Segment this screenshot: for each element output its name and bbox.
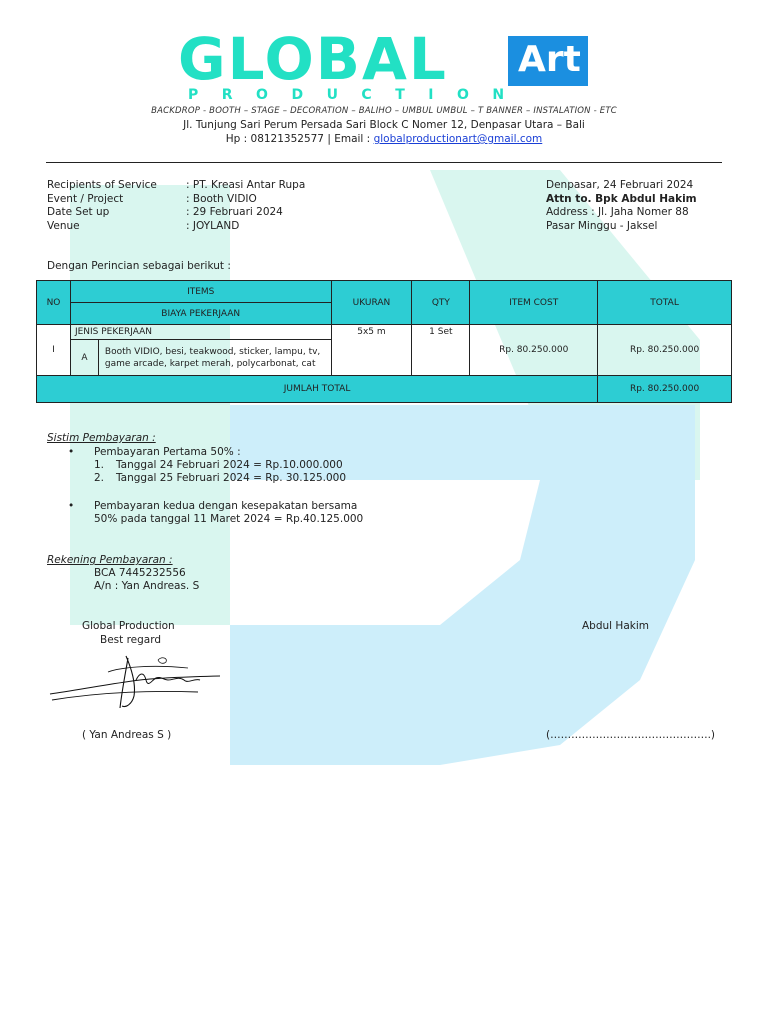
account-holder: A/n : Yan Andreas. S xyxy=(94,580,200,592)
logo-subtitle: PRODUCTION xyxy=(188,87,528,103)
jenis-pekerjaan: JENIS PEKERJAAN xyxy=(70,325,331,340)
attention-line: Attn to. Bpk Abdul Hakim xyxy=(546,192,697,205)
bullet-dot: • xyxy=(68,500,75,512)
header-qty: QTY xyxy=(412,281,470,325)
recipient-address-2: Pasar Minggu - Jaksel xyxy=(546,219,658,232)
info-value-event: : Booth VIDIO xyxy=(186,192,257,205)
info-label-event: Event / Project xyxy=(47,192,124,205)
info-value-date: : 29 Februari 2024 xyxy=(186,206,283,218)
info-value-recipient: : PT. Kreasi Antar Rupa xyxy=(186,179,306,191)
intro-text: Dengan Perincian sebagai berikut : xyxy=(47,260,231,272)
payment-item-num: 2. xyxy=(94,472,105,484)
header-no: NO xyxy=(37,281,71,325)
contact-email-link[interactable]: globalproductionart@gmail.com xyxy=(373,133,543,145)
document-date: Denpasar, 24 Februari 2024 xyxy=(546,179,694,191)
payment-first: Pembayaran Pertama 50% : xyxy=(94,446,241,458)
cell-item-cost: Rp. 80.250.000 xyxy=(470,325,598,376)
cell-qty: 1 Set xyxy=(412,325,470,376)
header-items: ITEMS xyxy=(70,281,331,303)
payment-item-text: Tanggal 25 Februari 2024 = Rp. 30.125.000 xyxy=(116,472,347,484)
sub-letter: A xyxy=(70,340,98,376)
info-label-venue: Venue xyxy=(47,219,80,232)
payment-item-text: Tanggal 24 Februari 2024 = Rp.10.000.000 xyxy=(116,459,343,471)
header-divider xyxy=(46,162,722,163)
signer-company: Global Production xyxy=(82,620,175,632)
info-label-date: Date Set up xyxy=(47,206,110,218)
payment-title: Sistim Pembayaran : xyxy=(47,432,156,444)
signer-name-right: Abdul Hakim xyxy=(582,620,649,632)
recipient-address-1: Address : Jl. Jaha Nomer 88 xyxy=(546,206,689,218)
account-bank: BCA 7445232556 xyxy=(94,567,186,579)
contact-phone: Hp : 08121352577 | Email : xyxy=(225,133,374,145)
info-values xyxy=(186,179,386,233)
header-ukuran: UKURAN xyxy=(331,281,412,325)
cell-ukuran: 5x5 m xyxy=(331,325,412,376)
company-contact xyxy=(0,133,768,145)
services-tagline: BACKDROP - BOOTH – STAGE – DECORATION – BALIHO – UMBUL UMBUL – T BANNER – INSTALATION - ETC xyxy=(151,106,617,116)
info-value-venue: : JOYLAND xyxy=(186,219,240,232)
jumlah-total-value: Rp. 80.250.000 xyxy=(598,376,732,403)
company-address: Jl. Tunjung Sari Perum Persada Sari Block C Nomer 12, Denpasar Utara – Bali xyxy=(183,119,585,131)
item-description: Booth VIDIO, besi, teakwood, sticker, lampu, tv, game arcade, karpet merah, polycarbonat, cat xyxy=(98,340,331,376)
row-number: I xyxy=(37,325,71,376)
header-item-cost: ITEM COST xyxy=(470,281,598,325)
logo-wordmark: GLOBAL xyxy=(178,25,448,93)
header-total: TOTAL xyxy=(598,281,732,325)
jumlah-total-label: JUMLAH TOTAL xyxy=(37,376,598,403)
payment-second-line2: 50% pada tanggal 11 Maret 2024 = Rp.40.125.000 xyxy=(94,513,364,525)
payment-second-line1: Pembayaran kedua dengan kesepakatan bersama xyxy=(94,500,358,512)
signer-name-left: ( Yan Andreas S ) xyxy=(82,729,172,741)
handwritten-signature xyxy=(48,650,228,716)
bullet-dot: • xyxy=(68,446,75,458)
items-table xyxy=(36,280,732,403)
logo-art-text: Art xyxy=(518,39,581,80)
recipient-block xyxy=(546,179,736,233)
cell-total: Rp. 80.250.000 xyxy=(598,325,732,376)
signature-blank-right: (……………………………………….) xyxy=(546,729,716,741)
header-biaya-pekerjaan: BIAYA PEKERJAAN xyxy=(70,303,331,325)
payment-item-num: 1. xyxy=(94,459,105,471)
info-label-recipient: Recipients of Service xyxy=(47,179,157,191)
signer-regard: Best regard xyxy=(100,634,162,646)
info-labels xyxy=(47,179,187,233)
account-title: Rekening Pembayaran : xyxy=(47,554,173,566)
